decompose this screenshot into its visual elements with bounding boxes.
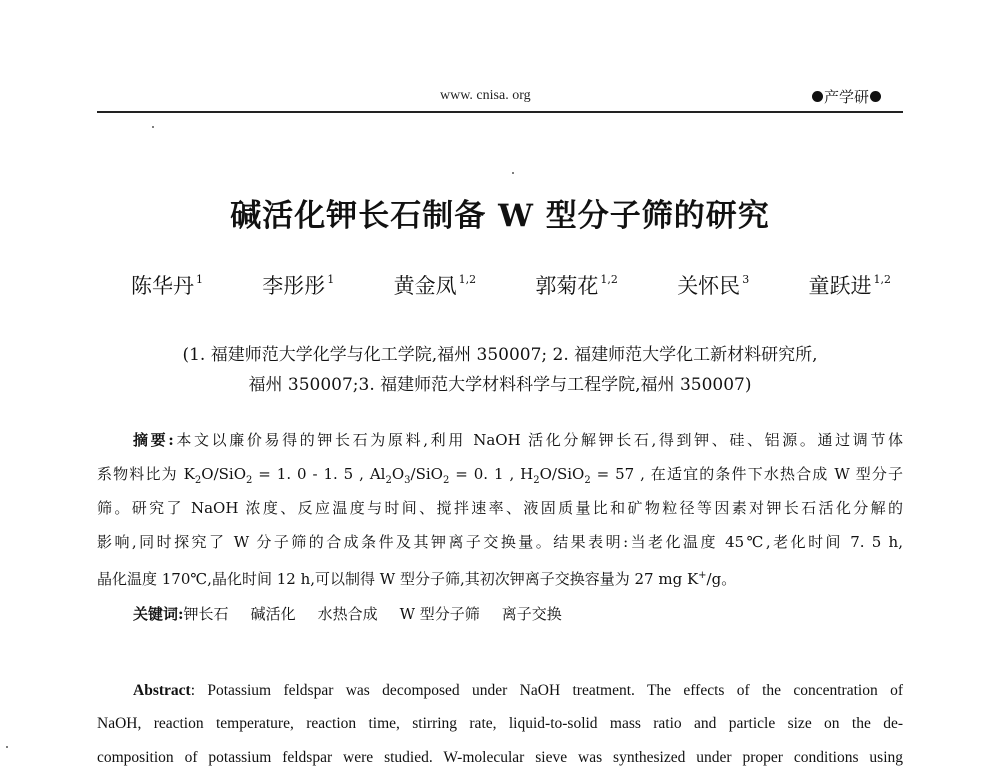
abstract-en-line: Abstract: Potassium feldspar was decomposed under NaOH treatment. The effects of the concentration of (133, 682, 903, 699)
abstract-en-label: Abstract (133, 682, 191, 699)
author: 郭菊花 $^{1,2}$ (535, 273, 618, 298)
abstract-cn-line: 筛。研究了 NaOH 浓度、反应温度与时间、搅拌速率、液固质量比和矿物粒径等因素对钾长石活化分解的 (97, 499, 903, 517)
author: 童跃进 $^{1,2}$ (808, 273, 891, 298)
affiliation-line: (1. 福建师范大学化学与化工学院,福州 350007; 2. 福建师范大学化工新材料研究所, (182, 345, 818, 365)
paper-title: 碱活化钾长石制备 W 型分子筛的研究 (230, 198, 770, 234)
abstract-cn-line: 影响,同时探究了 W 分子筛的合成条件及其钾离子交换量。结果表明:当老化温度 45℃,老化时间 7. 5 h, (97, 533, 903, 551)
author-list (131, 270, 891, 300)
author: 关怀民 $^3$ (677, 273, 750, 298)
section-tag (812, 86, 881, 107)
abstract-cn-label: 摘要: (133, 431, 174, 449)
author: 陈华丹 $^1$ (131, 273, 203, 298)
author: 黄金凤 $^{1,2}$ (393, 273, 477, 298)
keyword: 离子交换 (501, 605, 562, 623)
keyword: W 型分子筛 (399, 605, 480, 623)
keyword: 水热合成 (317, 605, 378, 623)
abstract-cn-line: 系物料比为 $K_2O/SiO_2 = 1$. 0 - 1. 5 , $Al_2O_3/SiO_2 = 0$. 1 , $H_2O/SiO_2 = 57$ , 在适宜的条件下水热合成 W 型分子 (97, 465, 904, 486)
affiliation-line: 福州 350007;3. 福建师范大学材料科学与工程学院,福州 350007) (248, 375, 752, 395)
abstract-cn-line: 摘要:本文以廉价易得的钾长石为原料,利用 NaOH 活化分解钾长石,得到钾、硅、铝源。通过调节体 (133, 431, 903, 449)
keywords-line (97, 604, 903, 624)
abstract-cn-line: 晶化温度 170℃,晶化时间 12 h,可以制得 W 型分子筛,其初次钾离子交换容量为 27 mg K+/g。 (97, 570, 737, 588)
abstract-en-line: composition of potassium feldspar were studied. W-molecular sieve was synthesized under proper conditions using (97, 749, 903, 766)
scan-speck (152, 126, 154, 128)
scan-speck (6, 746, 8, 748)
bullet-icon (812, 91, 823, 102)
keyword: 钾长石 (183, 605, 229, 623)
keyword: 碱活化 (250, 605, 296, 623)
scan-speck (512, 172, 514, 174)
bullet-icon (870, 91, 881, 102)
journal-url[interactable]: www. cnisa. org (440, 88, 531, 103)
abstract-en-line: NaOH, reaction temperature, reaction time, stirring rate, liquid-to-solid mass ratio and particle size on the de- (97, 715, 903, 732)
keywords-label: 关键词: (133, 605, 184, 623)
author: 李彤彤 $^1$ (262, 273, 335, 298)
section-tag-label: 产学研 (824, 88, 870, 106)
header-divider (97, 111, 903, 113)
